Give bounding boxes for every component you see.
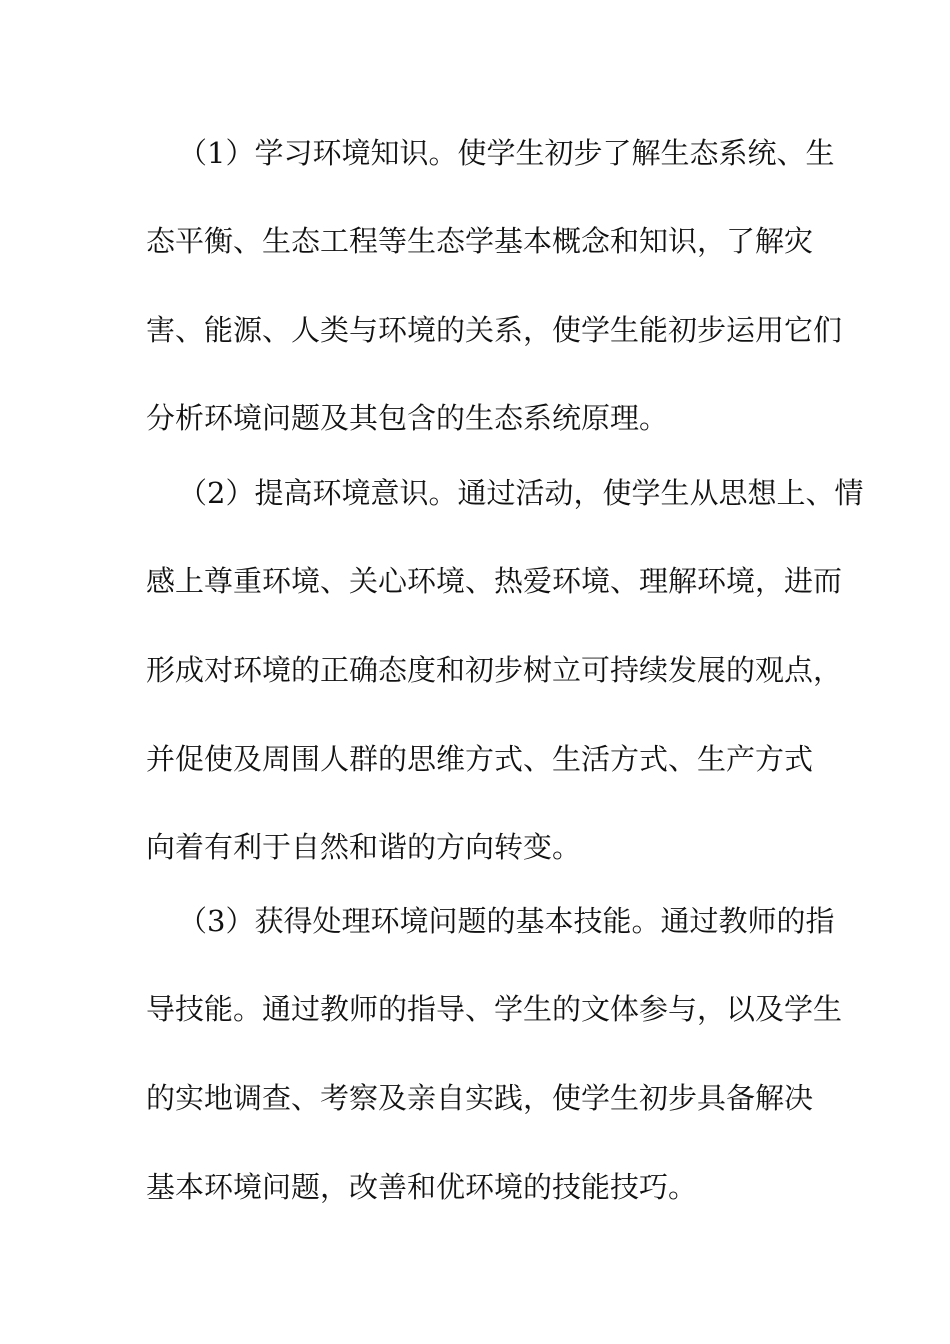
paragraph-1-line-1: （1）学习环境知识。使学生初步了解生态系统、生 bbox=[178, 136, 835, 170]
paragraph-2-line-5: 向着有利于自然和谐的方向转变。 bbox=[146, 830, 582, 864]
paragraph-3-line-1: （3）获得处理环境问题的基本技能。通过教师的指 bbox=[178, 904, 835, 938]
paragraph-1-line-2: 态平衡、生态工程等生态学基本概念和知识，了解灾 bbox=[146, 224, 814, 258]
paragraph-1-line-3: 害、能源、人类与环境的关系，使学生能初步运用它们 bbox=[146, 313, 843, 347]
paragraph-3-line-2: 导技能。通过教师的指导、学生的文体参与，以及学生 bbox=[146, 992, 843, 1026]
paragraph-2-line-3: 形成对环境的正确态度和初步树立可持续发展的观点， bbox=[146, 653, 843, 687]
paragraph-3-line-4: 基本环境问题，改善和优环境的技能技巧。 bbox=[146, 1170, 698, 1204]
paragraph-1-line-4: 分析环境问题及其包含的生态系统原理。 bbox=[146, 401, 669, 435]
paragraph-2-line-2: 感上尊重环境、关心环境、热爱环境、理解环境，进而 bbox=[146, 564, 843, 598]
paragraph-2-line-1: （2）提高环境意识。通过活动，使学生从思想上、情 bbox=[178, 476, 864, 510]
paragraph-2-line-4: 并促使及周围人群的思维方式、生活方式、生产方式 bbox=[146, 742, 814, 776]
paragraph-3-line-3: 的实地调查、考察及亲自实践，使学生初步具备解决 bbox=[146, 1081, 814, 1115]
